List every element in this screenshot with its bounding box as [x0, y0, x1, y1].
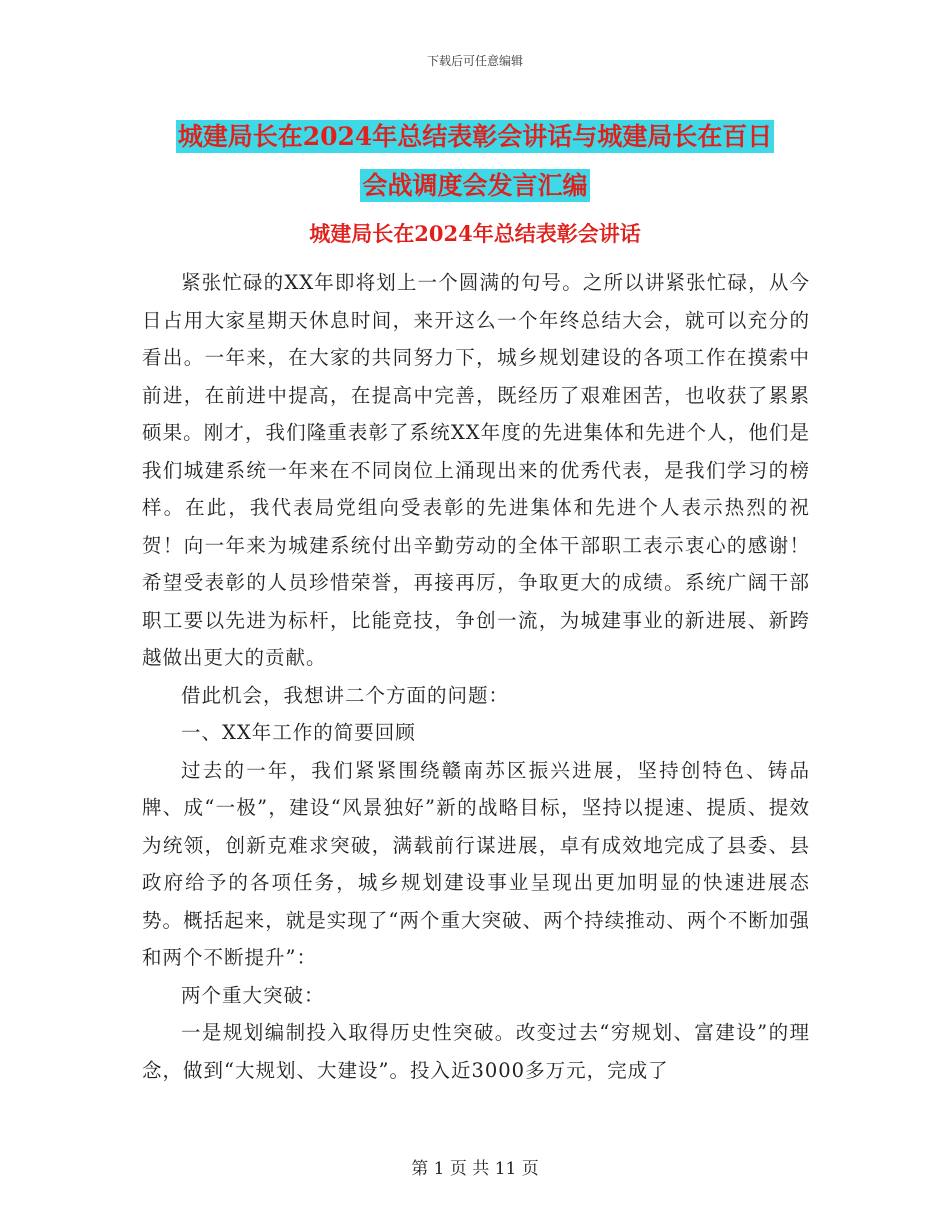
page-footer: 第 1 页 共 11 页 — [411, 1159, 539, 1179]
subheading-paragraph: 两个重大突破： — [181, 983, 325, 1007]
heading-paragraph: 一、XX年工作的简要回顾 — [181, 721, 416, 744]
title-line-1: 城建局长在2024年总结表彰会讲话与城建局长在百日 — [177, 122, 773, 151]
section-title: 城建局长在2024年总结表彰会讲话 — [309, 221, 641, 246]
paragraph: 一是规划编制投入取得历史性突破。改变过去“穷规划、富建设”的理念，做到“大规划、大建设”。投入近3000多万元，完成了 — [142, 1021, 810, 1082]
paragraph: 过去的一年，我们紧紧围绕赣南苏区振兴进展，坚持创特色、铸品牌、成“一极”，建设“风景独好”新的战略目标，坚持以提速、提质、提效为统领，创新克难求突破，满载前行谋进展，卓有成效地完成了县委、县政府给予的各项任务，城乡规划建设事业呈现出更加明显的快速进展态势。概括起来，就是实现了“两个重大突破、两个持续推动、两个不断加强和两个不断提升”： — [142, 758, 810, 969]
document-title — [150, 112, 800, 210]
paragraph: 借此机会，我想讲二个方面的问题： — [181, 683, 510, 707]
document-body — [142, 264, 810, 1089]
page-header: 下载后可任意编辑 — [426, 54, 523, 68]
title-line-2: 会战调度会发言汇编 — [362, 171, 588, 200]
paragraph: 紧张忙碌的XX年即将划上一个圆满的句号。之所以讲紧张忙碌，从今日占用大家星期天休息时间，来开这么一个年终总结大会，就可以充分的看出。一年来，在大家的共同努力下，城乡规划建设的各项工作在摸索中前进，在前进中提高，在提高中完善，既经历了艰难困苦，也收获了累累硕果。刚才，我们隆重表彰了系统XX年度的先进集体和先进个人，他们是我们城建系统一年来在不同岗位上涌现出来的优秀代表，是我们学习的榜样。在此，我代表局党组向受表彰的先进集体和先进个人表示热烈的祝贺！向一年来为城建系统付出辛勤劳动的全体干部职工表示衷心的感谢！希望受表彰的人员珍惜荣誉，再接再厉，争取更大的成绩。系统广阔干部职工要以先进为标杆，比能竞技，争创一流，为城建事业的新进展、新跨越做出更大的贡献。 — [142, 271, 810, 669]
